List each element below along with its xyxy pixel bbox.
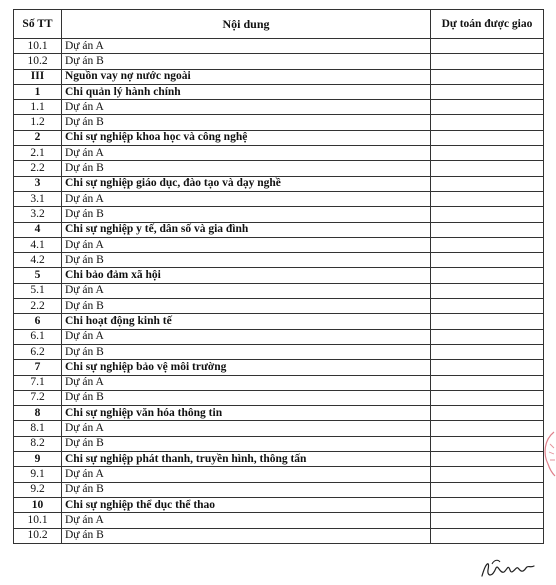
row-stt: 3.2 — [14, 207, 62, 222]
table-row — [14, 253, 544, 268]
table-row — [14, 467, 544, 482]
row-content: Dự án A — [62, 191, 431, 206]
table-row — [14, 299, 544, 314]
row-stt: 10.1 — [14, 39, 62, 54]
table-section-row — [14, 130, 544, 145]
row-content: Dự án A — [62, 237, 431, 252]
row-budget — [431, 299, 544, 314]
table-row — [14, 283, 544, 298]
row-stt: 10.2 — [14, 528, 62, 543]
table-section-row — [14, 314, 544, 329]
row-stt: 4.2 — [14, 253, 62, 268]
row-content: Nguồn vay nợ nước ngoài — [62, 69, 431, 84]
row-stt: 9 — [14, 452, 62, 467]
table-section-row — [14, 360, 544, 375]
row-stt: 3.1 — [14, 191, 62, 206]
table-header-row — [14, 10, 544, 39]
header-stt: Số TT — [14, 10, 62, 39]
row-budget — [431, 161, 544, 176]
row-content: Dự án A — [62, 375, 431, 390]
table-row — [14, 390, 544, 405]
table-section-row — [14, 406, 544, 421]
table-row — [14, 344, 544, 359]
row-stt: 6 — [14, 314, 62, 329]
row-budget — [431, 421, 544, 436]
row-stt: 1.1 — [14, 100, 62, 115]
row-stt: 9.2 — [14, 482, 62, 497]
header-content: Nội dung — [62, 10, 431, 39]
table-row — [14, 482, 544, 497]
row-budget — [431, 390, 544, 405]
row-stt: 1 — [14, 84, 62, 99]
row-content: Dự án B — [62, 253, 431, 268]
row-budget — [431, 513, 544, 528]
row-content: Chi sự nghiệp văn hóa thông tin — [62, 406, 431, 421]
row-content: Dự án B — [62, 299, 431, 314]
row-stt: 8 — [14, 406, 62, 421]
row-stt: 10.1 — [14, 513, 62, 528]
row-budget — [431, 268, 544, 283]
row-content: Dự án B — [62, 207, 431, 222]
row-content: Dự án B — [62, 528, 431, 543]
row-budget — [431, 528, 544, 543]
row-budget — [431, 360, 544, 375]
row-content: Dự án A — [62, 329, 431, 344]
row-budget — [431, 130, 544, 145]
table-section-row — [14, 69, 544, 84]
row-budget — [431, 467, 544, 482]
table-section-row — [14, 497, 544, 512]
table-row — [14, 237, 544, 252]
row-stt: 5.1 — [14, 283, 62, 298]
table-row — [14, 513, 544, 528]
row-stt: 2.2 — [14, 299, 62, 314]
table-section-row — [14, 176, 544, 191]
row-budget — [431, 283, 544, 298]
row-budget — [431, 452, 544, 467]
row-budget — [431, 69, 544, 84]
row-content: Dự án A — [62, 39, 431, 54]
row-content: Dự án A — [62, 100, 431, 115]
row-content: Chi sự nghiệp khoa học và công nghệ — [62, 130, 431, 145]
table-section-row — [14, 84, 544, 99]
row-content: Dự án B — [62, 436, 431, 451]
row-budget — [431, 436, 544, 451]
table-row — [14, 100, 544, 115]
table-row — [14, 436, 544, 451]
row-budget — [431, 146, 544, 161]
budget-table — [13, 9, 544, 544]
row-stt: 8.1 — [14, 421, 62, 436]
row-budget — [431, 191, 544, 206]
row-budget — [431, 115, 544, 130]
row-stt: III — [14, 69, 62, 84]
row-stt: 7.1 — [14, 375, 62, 390]
row-stt: 2 — [14, 130, 62, 145]
row-stt: 4 — [14, 222, 62, 237]
row-stt: 2.1 — [14, 146, 62, 161]
row-content: Dự án A — [62, 467, 431, 482]
row-stt: 8.2 — [14, 436, 62, 451]
table-section-row — [14, 452, 544, 467]
row-content: Chi hoạt động kinh tế — [62, 314, 431, 329]
red-stamp-fragment — [540, 430, 556, 478]
row-stt: 10 — [14, 497, 62, 512]
header-budget: Dự toán được giao — [431, 10, 544, 39]
table-row — [14, 161, 544, 176]
table-body — [14, 39, 544, 544]
row-budget — [431, 222, 544, 237]
row-stt: 9.1 — [14, 467, 62, 482]
row-budget — [431, 207, 544, 222]
row-budget — [431, 253, 544, 268]
row-budget — [431, 54, 544, 69]
table-row — [14, 191, 544, 206]
row-budget — [431, 497, 544, 512]
row-stt: 10.2 — [14, 54, 62, 69]
table-section-row — [14, 268, 544, 283]
table-row — [14, 54, 544, 69]
row-content: Chi sự nghiệp thể dục thể thao — [62, 497, 431, 512]
row-content: Dự án A — [62, 513, 431, 528]
row-content: Chi sự nghiệp phát thanh, truyền hình, thông tấn — [62, 452, 431, 467]
table-row — [14, 146, 544, 161]
row-budget — [431, 329, 544, 344]
table-row — [14, 375, 544, 390]
row-content: Dự án B — [62, 161, 431, 176]
row-stt: 6.1 — [14, 329, 62, 344]
row-budget — [431, 84, 544, 99]
row-budget — [431, 375, 544, 390]
row-stt: 7.2 — [14, 390, 62, 405]
row-content: Dự án B — [62, 115, 431, 130]
table-row — [14, 528, 544, 543]
row-stt: 6.2 — [14, 344, 62, 359]
row-content: Dự án B — [62, 482, 431, 497]
table-row — [14, 115, 544, 130]
row-budget — [431, 344, 544, 359]
row-budget — [431, 100, 544, 115]
row-content: Chi sự nghiệp giáo dục, đào tạo và dạy nghề — [62, 176, 431, 191]
row-content: Chi sự nghiệp bảo vệ môi trường — [62, 360, 431, 375]
row-budget — [431, 482, 544, 497]
row-budget — [431, 176, 544, 191]
row-budget — [431, 237, 544, 252]
handwritten-signature — [478, 556, 538, 582]
row-stt: 1.2 — [14, 115, 62, 130]
row-content: Dự án A — [62, 146, 431, 161]
row-stt: 7 — [14, 360, 62, 375]
row-content: Dự án B — [62, 344, 431, 359]
table-row — [14, 39, 544, 54]
row-budget — [431, 39, 544, 54]
row-content: Dự án A — [62, 283, 431, 298]
table-row — [14, 329, 544, 344]
table-row — [14, 207, 544, 222]
row-stt: 2.2 — [14, 161, 62, 176]
row-content: Dự án A — [62, 421, 431, 436]
row-content: Chi bảo đảm xã hội — [62, 268, 431, 283]
row-budget — [431, 406, 544, 421]
row-stt: 4.1 — [14, 237, 62, 252]
row-stt: 3 — [14, 176, 62, 191]
row-content: Dự án B — [62, 54, 431, 69]
table-row — [14, 421, 544, 436]
row-budget — [431, 314, 544, 329]
row-content: Chi sự nghiệp y tế, dân số và gia đình — [62, 222, 431, 237]
table-section-row — [14, 222, 544, 237]
row-stt: 5 — [14, 268, 62, 283]
row-content: Dự án B — [62, 390, 431, 405]
row-content: Chi quản lý hành chính — [62, 84, 431, 99]
